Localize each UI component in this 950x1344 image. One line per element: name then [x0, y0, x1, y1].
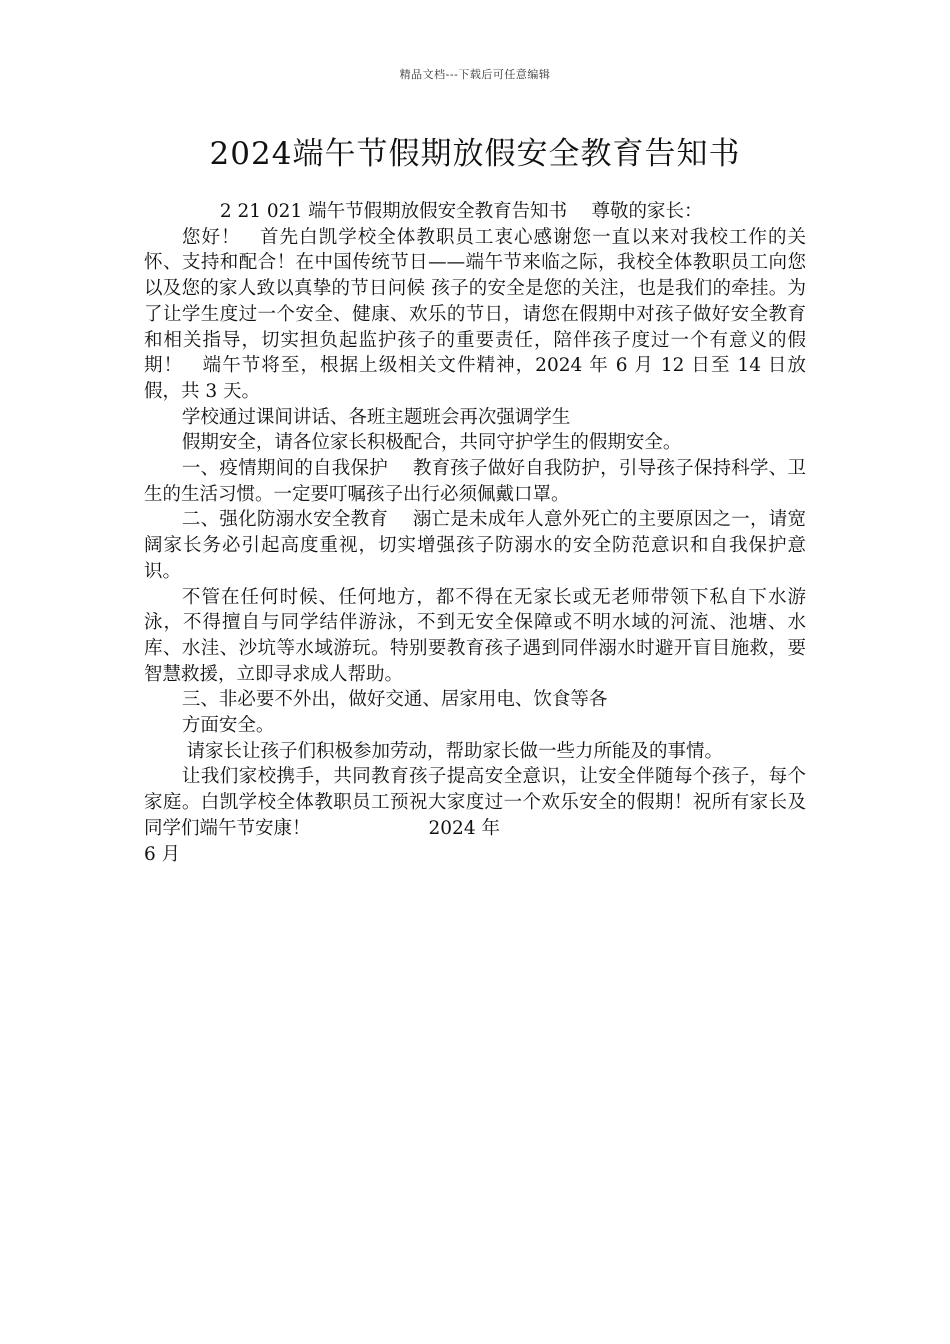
closing-text: 让我们家校携手，共同教育孩子提高安全意识，让安全伴随每个孩子，每个家庭。白凯学校全体教职员工预祝大家度过一个欢乐安全的假期！祝所有家长及同学们端午节安康！: [144, 766, 806, 839]
paragraph-labor: 请家长让孩子们积极参加劳动，帮助家长做一些力所能及的事情。: [186, 740, 724, 762]
paragraph-swimming-rules: 不管在任何时候、任何地方，都不得在无家长或无老师带领下私自下水游泳，不得擅自与同学结伴游泳，不到无安全保障或不明水域的河流、池塘、水库、水洼、沙坑等水域游玩。特别要教育孩子遇到同伴溺水时避开盲目施救，要智慧救援，立即寻求成人帮助。: [144, 586, 806, 685]
paragraph-section-two: 二、强化防溺水安全教育 溺亡是未成年人意外死亡的主要原因之一，请宽阔家长务必引起高度重视，切实增强孩子防溺水的安全防范意识和自我保护意识。: [144, 509, 806, 582]
header-note: 精品文档---下载后可任意编辑: [399, 68, 551, 81]
document-title: 2024端午节假期放假安全教育告知书: [209, 136, 741, 172]
paragraph-intro: 2 21 021 端午节假期放假安全教育告知书 尊敬的家长：: [219, 201, 703, 222]
paragraph-section-one: 一、疫情期间的自我保护 教育孩子做好自我防护，引导孩子保持科学、卫生的生活习惯。一定要叮嘱孩子出行必须佩戴口罩。: [144, 458, 806, 505]
paragraph-school-reminder: 学校通过课间讲话、各班主题班会再次强调学生: [181, 406, 571, 428]
paragraph-holiday-safety: 假期安全，请各位家长积极配合，共同守护学生的假期安全。: [181, 432, 682, 454]
paragraph-section-three-cont: 方面安全。: [181, 715, 275, 737]
paragraph-closing: [144, 764, 806, 841]
paragraph-section-three: 三、非必要不外出，做好交通、居家用电、饮食等各: [181, 689, 608, 711]
date-year: 2024 年: [428, 817, 500, 839]
paragraph-greeting: 您好！ 首先白凯学校全体教职员工衷心感谢您一直以来对我校工作的关怀、支持和配合！在中国传统节日——端午节来临之际，我校全体教职员工向您以及您的家人致以真挚的节日问候 孩子的安全是您的关注，也是我们的牵挂。为了让学生度过一个安全、健康、欢乐的节日，请您在假期中对孩子做好安全教育和相关指导，切实担负起监护孩子的重要责任，陪伴孩子度过一个有意义的假期！ 端午节将至，根据上级相关文件精神，2024 年 6 月 12 日至 14 日放假，共 3 天。: [144, 226, 806, 402]
document-body: [144, 199, 806, 867]
date-month: 6 月: [144, 843, 181, 865]
